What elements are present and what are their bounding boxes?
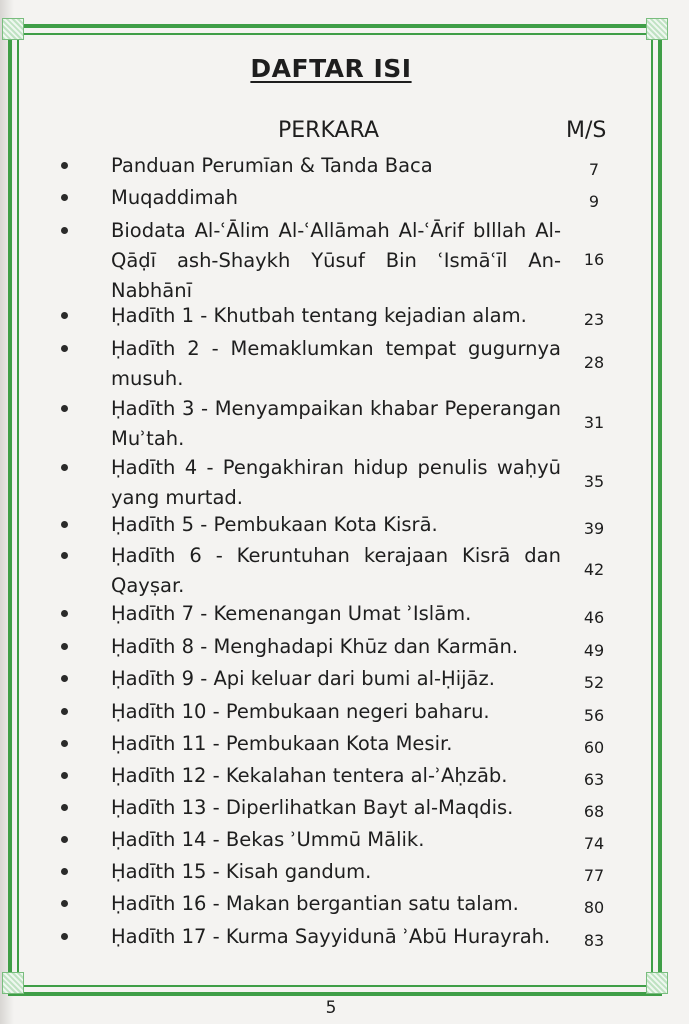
bullet-icon [61,312,68,319]
bullet-icon [61,227,68,234]
toc-entry-title: Ḥadīth 15 - Kisah gandum. [111,860,372,883]
toc-entry-page: 28 [583,353,605,372]
bullet-icon [61,933,68,940]
toc-entry-title: Ḥadīth 12 - Kekalahan tentera al-ʾAḥzāb. [111,764,508,787]
bullet-icon [61,708,68,715]
bullet-icon [61,675,68,682]
bullet-icon [61,836,68,843]
toc-entry-title: Ḥadīth 1 - Khutbah tentang kejadian alam. [111,304,527,327]
bullet-icon [61,345,68,352]
toc-entry-title: Ḥadīth 10 - Pembukaan negeri baharu. [111,700,490,723]
toc-entry-page: 77 [583,866,605,885]
toc-entry-page: 60 [583,738,605,757]
toc-entry-page: 42 [583,560,605,579]
toc-entry-page: 23 [583,310,605,329]
toc-entry-title: Ḥadīth 6 - Keruntuhan kerajaan Kisrā dan Qayṣar. [111,544,561,597]
toc-entry-title: Ḥadīth 13 - Diperlihatkan Bayt al-Maqdis. [111,796,514,819]
column-header-page: M/S [566,118,607,143]
bullet-icon [61,868,68,875]
toc-entry-page: 80 [583,898,605,917]
bullet-icon [61,521,68,528]
bullet-icon [61,162,68,169]
toc-entry-title: Ḥadīth 4 - Pengakhiran hidup penulis waḥyū yang murtad. [111,456,561,509]
toc-entry-page: 35 [583,472,605,491]
bullet-icon [61,194,68,201]
bullet-icon [61,772,68,779]
toc-entry-page: 52 [583,673,605,692]
bullet-icon [61,610,68,617]
toc-entry-title: Ḥadīth 9 - Api keluar dari bumi al-Ḥijāz. [111,667,495,690]
toc-entry-title: Ḥadīth 3 - Menyampaikan khabar Peperangan Muʾtah. [111,397,561,450]
toc-entry-page: 56 [583,706,605,725]
toc-entry-page: 16 [583,250,605,269]
toc-entry-page: 7 [588,160,600,179]
toc-entry-title: Muqaddimah [111,186,238,209]
toc-entry-page: 46 [583,608,605,627]
toc-entry-title: Ḥadīth 16 - Makan bergantian satu talam. [111,892,519,915]
bullet-icon [61,740,68,747]
page-number: 5 [325,998,337,1018]
page-title: DAFTAR ISI [250,54,412,83]
toc-entry-title: Ḥadīth 7 - Kemenangan Umat ʾIslām. [111,602,472,625]
toc-entry-page: 9 [588,192,600,211]
toc-entry-title: Ḥadīth 2 - Memaklumkan tempat gugurnya musuh. [111,337,561,390]
toc-entry-page: 83 [583,931,605,950]
bullet-icon [61,552,68,559]
toc-entry-title: Ḥadīth 14 - Bekas ʾUmmū Mālik. [111,828,425,851]
toc-entry-title: Ḥadīth 11 - Pembukaan Kota Mesir. [111,732,453,755]
toc-entry-page: 63 [583,770,605,789]
toc-entry-page: 74 [583,834,605,853]
toc-entry-title: Ḥadīth 17 - Kurma Sayyidunā ʾAbū Hurayrah. [111,925,551,948]
toc-entry-page: 68 [583,802,605,821]
bullet-icon [61,804,68,811]
toc-entry-title: Panduan Perumīan & Tanda Baca [111,154,433,177]
toc-entry-title: Biodata Al-ʿĀlim Al-ʿAllāmah Al-ʿĀrif bIllah Al-Qāḍī ash-Shaykh Yūsuf Bin ʿIsmāʿīl An-Nabhānī [111,219,561,302]
toc-entry-page: 49 [583,641,605,660]
bullet-icon [61,643,68,650]
column-header-topic: PERKARA [278,118,379,143]
toc-entry-page: 31 [583,413,605,432]
toc-entry-page: 39 [583,519,605,538]
bullet-icon [61,464,68,471]
bullet-icon [61,900,68,907]
toc-entry-title: Ḥadīth 5 - Pembukaan Kota Kisrā. [111,513,438,536]
bullet-icon [61,405,68,412]
toc-entry-title: Ḥadīth 8 - Menghadapi Khūz dan Karmān. [111,635,519,658]
